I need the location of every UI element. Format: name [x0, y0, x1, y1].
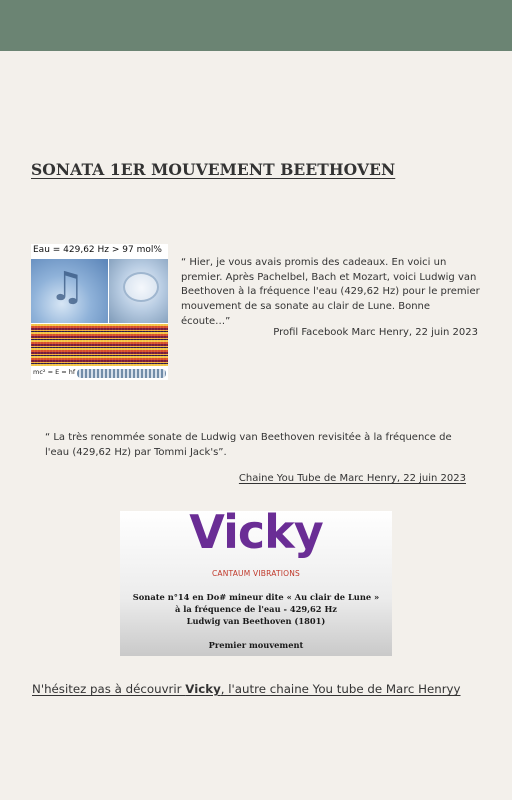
- banner-subtitle: CANTAUM VIBRATIONS: [211, 569, 301, 578]
- banner-line-3: Ludwig van Beethoven (1801): [186, 616, 326, 626]
- page-title: SONATA 1ER MOUVEMENT BEETHOVEN: [31, 160, 396, 179]
- banner-line-2: à la fréquence de l'eau - 429,62 Hz: [174, 604, 338, 614]
- footer-prefix-link[interactable]: N'hésitez pas à découvrir: [32, 682, 186, 696]
- vicky-logo: Vicky: [189, 511, 323, 559]
- water-frequency-image: [31, 244, 168, 380]
- facebook-quote-source: Profil Facebook Marc Henry, 22 juin 2023: [273, 327, 478, 338]
- image-caption: Eau = 429,62 Hz > 97 mol%: [33, 245, 162, 255]
- header-bar: [0, 0, 512, 51]
- youtube-channel-link[interactable]: Chaine You Tube de Marc Henry, 22 juin 2023: [238, 473, 466, 484]
- banner-line-1: Sonate n°14 en Do# mineur dite « Au clair de Lune »: [132, 592, 380, 602]
- music-note-icon: ♫: [49, 264, 85, 310]
- facebook-quote: “ Hier, je vous avais promis des cadeaux. En voici un premier. Après Pachelbel, Bach et Mozart, voici Ludwig van Beethoven à la fréquence l'eau (429,62 Hz) pour le premier mouvement de sa sonate au clair de Lune. Bonne écoute…”: [181, 257, 480, 327]
- vicky-video-banner[interactable]: [120, 511, 392, 656]
- formula-text: mc² = E = hf: [33, 368, 76, 376]
- footer-suffix-link[interactable]: , l'autre chaine You tube de Marc Henryy: [220, 682, 461, 696]
- wave-pattern: [77, 369, 166, 378]
- brain-icon: [123, 272, 159, 302]
- banner-line-4: Premier mouvement: [208, 640, 304, 650]
- footer-text: [32, 682, 461, 696]
- vicky-link[interactable]: Vicky: [185, 682, 221, 696]
- youtube-quote: “ La très renommée sonate de Ludwig van Beethoven revisitée à la fréquence de l'eau (429,62 Hz) par Tommi Jack's”.: [45, 432, 452, 458]
- spectrogram: [31, 324, 168, 366]
